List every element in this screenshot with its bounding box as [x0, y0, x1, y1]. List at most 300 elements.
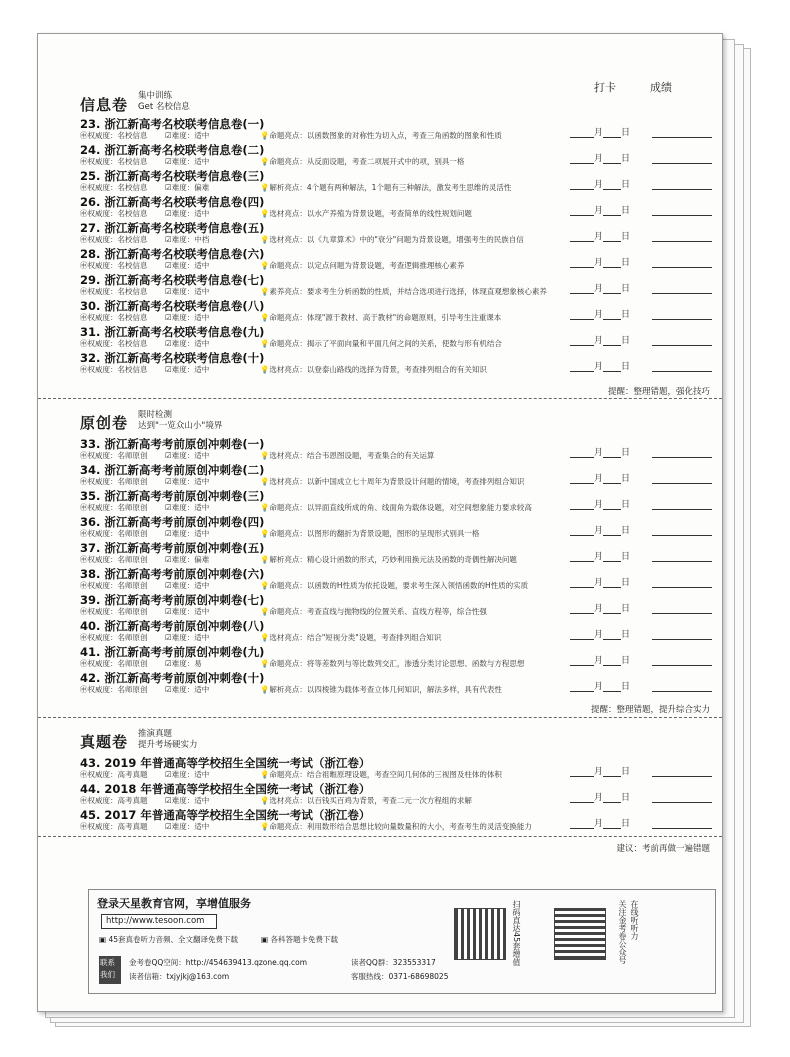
- month-label: 月: [594, 500, 604, 510]
- score-field[interactable]: [652, 336, 712, 346]
- difficulty-label: ☑难度：适中: [165, 477, 210, 486]
- score-field[interactable]: [652, 604, 712, 614]
- blank-line: [570, 128, 594, 138]
- footer-link-answer-text: 各科答题卡免费下载: [270, 935, 338, 944]
- day-label: 日: [621, 819, 631, 829]
- authority-label: ㊥权威度：名校信息: [80, 131, 148, 140]
- highlight-label: 💡素养亮点：要求考生分析函数的性质，并结合选项进行选择，体现直观想象核心素养: [260, 287, 547, 296]
- difficulty-label: ☑难度：适中: [165, 581, 210, 590]
- day-label: 日: [621, 682, 631, 692]
- highlight-label: 💡命题亮点：以异面直线所成的角、线面角为载体设题，对空间想象能力要求较高: [260, 503, 532, 512]
- blank-line: [603, 630, 621, 640]
- day-label: 日: [621, 284, 631, 294]
- score-field[interactable]: [652, 793, 712, 803]
- authority-label: ㊥权威度：名师原创: [80, 503, 148, 512]
- blank-line: [570, 578, 594, 588]
- paper-title: 35. 浙江新高考考前原创冲刺卷(三): [80, 489, 265, 503]
- blank-line: [570, 526, 594, 536]
- blank-line: [603, 604, 621, 614]
- check-date-field[interactable]: [570, 229, 712, 242]
- section-rows-info: [80, 115, 722, 375]
- highlight-label: 💡命题亮点：以函数的H性质为依托设题，要求考生深入领悟函数的H性质的实质: [260, 581, 529, 590]
- authority-label: ㊥权威度：名校信息: [80, 235, 148, 244]
- check-date-field[interactable]: [570, 549, 712, 562]
- blank-line: [570, 310, 594, 320]
- day-label: 日: [621, 656, 631, 666]
- highlight-label: 💡选材亮点：结合"短视分类"设题，考查排列组合知识: [260, 633, 442, 642]
- footer-url[interactable]: http://www.tesoon.com: [101, 914, 217, 929]
- score-field[interactable]: [652, 154, 712, 164]
- authority-label: ㊥权威度：名师原创: [80, 477, 148, 486]
- blank-line: [570, 448, 594, 458]
- paper-title: 38. 浙江新高考考前原创冲刺卷(六): [80, 567, 265, 581]
- month-label: 月: [594, 448, 604, 458]
- check-date-field[interactable]: [570, 575, 712, 588]
- difficulty-label: ☑难度：适中: [165, 633, 210, 642]
- day-label: 日: [621, 526, 631, 536]
- check-date-field[interactable]: [570, 255, 712, 268]
- section-sub2: 提升考场硬实力: [138, 740, 198, 750]
- blank-line: [570, 232, 594, 242]
- paper-title: 41. 浙江新高考考前原创冲刺卷(九): [80, 645, 265, 659]
- month-label: 月: [594, 767, 604, 777]
- paper-title: 32. 浙江新高考名校联考信息卷(十): [80, 351, 265, 365]
- paper-meta: [80, 260, 464, 271]
- footer-reader-qq: 读者QQ群：323553317: [351, 958, 436, 967]
- highlight-label: 💡命题亮点：以函数图象的对称性为切入点，考查三角函数的图象和性质: [260, 131, 502, 140]
- difficulty-label: ☑难度：适中: [165, 770, 210, 779]
- day-label: 日: [621, 448, 631, 458]
- score-field[interactable]: [652, 630, 712, 640]
- download-icon: ▣: [261, 935, 271, 944]
- score-field[interactable]: [652, 500, 712, 510]
- section-title-real: 真题卷: [80, 733, 129, 751]
- paper-title: 23. 浙江新高考名校联考信息卷(一): [80, 117, 265, 131]
- blank-line: [603, 793, 621, 803]
- blank-line: [570, 793, 594, 803]
- list-item: [80, 617, 722, 643]
- section-rows-original: [80, 435, 722, 695]
- blank-line: [603, 682, 621, 692]
- section-title-original: 原创卷: [80, 414, 129, 432]
- score-field[interactable]: [652, 474, 712, 484]
- list-item: [80, 513, 722, 539]
- check-date-field[interactable]: [570, 653, 712, 666]
- paper-meta: [80, 234, 524, 245]
- blank-line: [603, 128, 621, 138]
- authority-label: ㊥权威度：名校信息: [80, 365, 148, 374]
- footer-hotline: 客服热线：0371-68698025: [351, 972, 449, 981]
- score-field[interactable]: [652, 128, 712, 138]
- footer-box: [88, 889, 716, 994]
- blank-line: [570, 819, 594, 829]
- difficulty-label: ☑难度：适中: [165, 685, 210, 694]
- day-label: 日: [621, 793, 631, 803]
- blank-line: [603, 656, 621, 666]
- check-date-field[interactable]: [570, 816, 712, 829]
- day-label: 日: [621, 206, 631, 216]
- paper-meta: [80, 795, 472, 806]
- blank-line: [570, 656, 594, 666]
- blank-line: [603, 154, 621, 164]
- blank-line: [603, 336, 621, 346]
- score-field[interactable]: [652, 578, 712, 588]
- month-label: 月: [594, 336, 604, 346]
- check-date-field[interactable]: [570, 177, 712, 190]
- list-item: [80, 167, 722, 193]
- day-label: 日: [621, 232, 631, 242]
- day-label: 日: [621, 474, 631, 484]
- difficulty-label: ☑难度：适中: [165, 796, 210, 805]
- day-label: 日: [621, 258, 631, 268]
- authority-label: ㊥权威度：名师原创: [80, 451, 148, 460]
- check-date-field[interactable]: [570, 359, 712, 372]
- list-item: [80, 141, 722, 167]
- blank-line: [603, 448, 621, 458]
- paper-title: 30. 浙江新高考名校联考信息卷(八): [80, 299, 265, 313]
- paper-meta: [80, 338, 502, 349]
- list-item: [80, 435, 722, 461]
- contact-badge: 联系我们: [99, 956, 121, 984]
- check-date-field[interactable]: [570, 151, 712, 164]
- authority-label: ㊥权威度：名校信息: [80, 339, 148, 348]
- authority-label: ㊥权威度：名校信息: [80, 209, 148, 218]
- check-date-field[interactable]: [570, 764, 712, 777]
- month-label: 月: [594, 284, 604, 294]
- blank-line: [603, 819, 621, 829]
- highlight-label: 💡选材亮点：以登泰山路线的选择为背景，考查排列组合的有关知识: [260, 365, 487, 374]
- paper-meta: [80, 130, 502, 141]
- blank-line: [603, 500, 621, 510]
- blank-line: [603, 310, 621, 320]
- authority-label: ㊥权威度：名校信息: [80, 313, 148, 322]
- blank-line: [570, 552, 594, 562]
- footer-link-audio[interactable]: [99, 934, 238, 945]
- authority-label: ㊥权威度：名校信息: [80, 183, 148, 192]
- list-item: [80, 115, 722, 141]
- month-label: 月: [594, 604, 604, 614]
- difficulty-label: ☑难度：易: [165, 659, 202, 668]
- authority-label: ㊥权威度：名师原创: [80, 607, 148, 616]
- blank-line: [603, 362, 621, 372]
- blank-line: [603, 767, 621, 777]
- qr-code-icon[interactable]: [554, 908, 606, 960]
- blank-line: [570, 154, 594, 164]
- blank-line: [603, 284, 621, 294]
- paper-title: 27. 浙江新高考名校联考信息卷(五): [80, 221, 265, 235]
- highlight-label: 💡命题亮点：从反面设题，考查二项展开式中的项，别具一格: [260, 157, 465, 166]
- authority-label: ㊥权威度：名师原创: [80, 685, 148, 694]
- section-sub2: Get 名校信息: [138, 102, 190, 112]
- section-subtitle-original: [138, 410, 222, 432]
- section-subtitle-info: [138, 91, 190, 113]
- score-field[interactable]: [652, 656, 712, 666]
- score-field[interactable]: [652, 526, 712, 536]
- difficulty-label: ☑难度：偏难: [165, 183, 210, 192]
- paper-title: 44. 2018 年普通高等学校招生全国统一考试（浙江卷）: [80, 782, 371, 796]
- list-item: [80, 806, 722, 832]
- section-tip-original: 提醒：整理错题，提升综合实力: [590, 705, 710, 715]
- authority-label: ㊥权威度：高考真题: [80, 796, 148, 805]
- section-divider: [38, 836, 722, 837]
- authority-label: ㊥权威度：名师原创: [80, 659, 148, 668]
- difficulty-label: ☑难度：适中: [165, 209, 210, 218]
- month-label: 月: [594, 232, 604, 242]
- paper-meta: [80, 769, 502, 780]
- paper-title: 37. 浙江新高考考前原创冲刺卷(五): [80, 541, 265, 555]
- paper-meta: [80, 182, 511, 193]
- paper-title: 39. 浙江新高考考前原创冲刺卷(七): [80, 593, 265, 607]
- paper-title: 33. 浙江新高考考前原创冲刺卷(一): [80, 437, 265, 451]
- paper-meta: [80, 821, 532, 832]
- paper-title: 42. 浙江新高考考前原创冲刺卷(十): [80, 671, 265, 685]
- score-field[interactable]: [652, 682, 712, 692]
- document-page: [37, 33, 723, 1012]
- list-item: [80, 461, 722, 487]
- highlight-label: 💡解析亮点：精心设计函数的形式，巧妙利用换元法及函数的奇偶性解决问题: [260, 555, 517, 564]
- day-label: 日: [621, 310, 631, 320]
- list-item: [80, 565, 722, 591]
- check-date-field[interactable]: [570, 333, 712, 346]
- blank-line: [570, 474, 594, 484]
- difficulty-label: ☑难度：适中: [165, 451, 210, 460]
- highlight-label: 💡命题亮点：揭示了平面向量和平面几何之间的关系，使数与形有机结合: [260, 339, 502, 348]
- list-item: [80, 591, 722, 617]
- highlight-label: 💡选材亮点：结合韦恩图设题，考查集合的有关运算: [260, 451, 435, 460]
- blank-line: [570, 206, 594, 216]
- authority-label: ㊥权威度：名校信息: [80, 287, 148, 296]
- list-item: [80, 487, 722, 513]
- blank-line: [603, 180, 621, 190]
- footer-title: 登录天星教育官网，享增值服务: [97, 897, 251, 910]
- score-field[interactable]: [652, 362, 712, 372]
- paper-meta: [80, 528, 479, 539]
- authority-label: ㊥权威度：高考真题: [80, 822, 148, 831]
- blank-line: [570, 336, 594, 346]
- list-item: [80, 539, 722, 565]
- section-sub2: 达到"一览众山小"境界: [138, 421, 223, 431]
- difficulty-label: ☑难度：偏难: [165, 555, 210, 564]
- highlight-label: 💡选材亮点：以水产养殖为背景设题，考查简单的线性规划问题: [260, 209, 472, 218]
- blank-line: [570, 500, 594, 510]
- month-label: 月: [594, 310, 604, 320]
- check-date-field[interactable]: [570, 679, 712, 692]
- month-label: 月: [594, 474, 604, 484]
- score-field[interactable]: [652, 310, 712, 320]
- month-label: 月: [594, 526, 604, 536]
- check-date-field[interactable]: [570, 281, 712, 294]
- footer-email: 读者信箱：txjyjkj@163.com: [129, 972, 230, 981]
- list-item: [80, 271, 722, 297]
- section-rows-real: [80, 754, 722, 832]
- list-item: [80, 349, 722, 375]
- highlight-label: 💡选材亮点：以百钱买百鸡为背景，考查二元一次方程组的求解: [260, 796, 472, 805]
- check-date-field[interactable]: [570, 203, 712, 216]
- paper-meta: [80, 684, 502, 695]
- day-label: 日: [621, 767, 631, 777]
- footer-link-audio-text: 45套真卷听力音频、全文翻译免费下载: [108, 935, 239, 944]
- day-label: 日: [621, 604, 631, 614]
- authority-label: ㊥权威度：名校信息: [80, 261, 148, 270]
- difficulty-label: ☑难度：中档: [165, 235, 210, 244]
- blank-line: [603, 474, 621, 484]
- day-label: 日: [621, 336, 631, 346]
- paper-title: 31. 浙江新高考名校联考信息卷(九): [80, 325, 265, 339]
- day-label: 日: [621, 578, 631, 588]
- difficulty-label: ☑难度：适中: [165, 529, 210, 538]
- list-item: [80, 754, 722, 780]
- download-icon: ▣: [99, 935, 109, 944]
- score-field[interactable]: [652, 284, 712, 294]
- paper-title: 29. 浙江新高考名校联考信息卷(七): [80, 273, 265, 287]
- blank-line: [570, 682, 594, 692]
- section-divider: [38, 398, 722, 399]
- day-label: 日: [621, 552, 631, 562]
- score-field[interactable]: [652, 767, 712, 777]
- blank-line: [570, 284, 594, 294]
- list-item: [80, 219, 722, 245]
- qr-code-icon[interactable]: [454, 908, 506, 960]
- authority-label: ㊥权威度：名师原创: [80, 581, 148, 590]
- paper-meta: [80, 476, 524, 487]
- difficulty-label: ☑难度：适中: [165, 822, 210, 831]
- month-label: 月: [594, 180, 604, 190]
- paper-title: 25. 浙江新高考名校联考信息卷(三): [80, 169, 265, 183]
- paper-meta: [80, 312, 501, 323]
- paper-meta: [80, 156, 464, 167]
- paper-meta: [80, 502, 532, 513]
- footer-qq-space: 金考卷QQ空间：http://454639413.qzone.qq.com: [129, 958, 308, 967]
- blank-line: [570, 180, 594, 190]
- paper-meta: [80, 450, 434, 461]
- check-date-field[interactable]: [570, 125, 712, 138]
- list-item: [80, 323, 722, 349]
- month-label: 月: [594, 819, 604, 829]
- section-divider: [38, 717, 722, 718]
- paper-meta: [80, 554, 517, 565]
- paper-title: 34. 浙江新高考考前原创冲刺卷(二): [80, 463, 265, 477]
- highlight-label: 💡命题亮点：结合祖暅原理设题，考查空间几何体的三视图及柱体的体积: [260, 770, 502, 779]
- blank-line: [570, 362, 594, 372]
- score-field[interactable]: [652, 552, 712, 562]
- paper-title: 43. 2019 年普通高等学校招生全国统一考试（浙江卷）: [80, 756, 371, 770]
- check-header: 打卡: [594, 81, 616, 94]
- blank-line: [570, 258, 594, 268]
- list-item: [80, 780, 722, 806]
- blank-line: [603, 552, 621, 562]
- paper-title: 36. 浙江新高考考前原创冲刺卷(四): [80, 515, 265, 529]
- month-label: 月: [594, 630, 604, 640]
- month-label: 月: [594, 258, 604, 268]
- blank-line: [570, 767, 594, 777]
- paper-meta: [80, 286, 547, 297]
- check-date-field[interactable]: [570, 790, 712, 803]
- section-subtitle-real: [138, 729, 198, 751]
- section-tip-real: 建议：考前再做一遍错题: [616, 844, 710, 854]
- month-label: 月: [594, 578, 604, 588]
- authority-label: ㊥权威度：高考真题: [80, 770, 148, 779]
- check-date-field[interactable]: [570, 523, 712, 536]
- highlight-label: 💡解析亮点：以四棱锥为载体考查立体几何知识，解法多样，具有代表性: [260, 685, 502, 694]
- authority-label: ㊥权威度：名师原创: [80, 529, 148, 538]
- check-date-field[interactable]: [570, 445, 712, 458]
- check-date-field[interactable]: [570, 601, 712, 614]
- day-label: 日: [621, 630, 631, 640]
- score-header: 成绩: [650, 81, 672, 94]
- authority-label: ㊥权威度：名校信息: [80, 157, 148, 166]
- blank-line: [570, 630, 594, 640]
- score-field[interactable]: [652, 206, 712, 216]
- highlight-label: 💡命题亮点：以图形的翻折为背景设题，图形的呈现形式别具一格: [260, 529, 480, 538]
- section-sub1: 推演真题: [138, 729, 173, 739]
- highlight-label: 💡命题亮点：考查直线与抛物线的位置关系、直线方程等，综合性强: [260, 607, 487, 616]
- highlight-label: 💡命题亮点：以定点问题为背景设题，考查逻辑推理核心素养: [260, 261, 465, 270]
- difficulty-label: ☑难度：适中: [165, 339, 210, 348]
- paper-title: 26. 浙江新高考名校联考信息卷(四): [80, 195, 265, 209]
- difficulty-label: ☑难度：适中: [165, 313, 210, 322]
- day-label: 日: [621, 500, 631, 510]
- difficulty-label: ☑难度：适中: [165, 287, 210, 296]
- qr-caption-3: 在线听听力: [630, 900, 639, 940]
- day-label: 日: [621, 154, 631, 164]
- paper-meta: [80, 606, 487, 617]
- list-item: [80, 643, 722, 669]
- list-item: [80, 297, 722, 323]
- month-label: 月: [594, 656, 604, 666]
- check-date-field[interactable]: [570, 627, 712, 640]
- section-sub1: 限时检测: [138, 410, 173, 420]
- difficulty-label: ☑难度：适中: [165, 365, 210, 374]
- list-item: [80, 245, 722, 271]
- highlight-label: 💡选材亮点：以新中国成立七十周年为背景设计问题的情境，考查排列组合知识: [260, 477, 525, 486]
- paper-title: 40. 浙江新高考考前原创冲刺卷(八): [80, 619, 265, 633]
- paper-meta: [80, 658, 524, 669]
- check-date-field[interactable]: [570, 471, 712, 484]
- blank-line: [603, 206, 621, 216]
- blank-line: [603, 232, 621, 242]
- score-field[interactable]: [652, 180, 712, 190]
- score-field[interactable]: [652, 232, 712, 242]
- blank-line: [603, 526, 621, 536]
- month-label: 月: [594, 682, 604, 692]
- highlight-label: 💡选材亮点：以《九章算术》中的"衰分"问题为背景设题，增强考生的民族自信: [260, 235, 524, 244]
- day-label: 日: [621, 362, 631, 372]
- score-field[interactable]: [652, 258, 712, 268]
- score-field[interactable]: [652, 819, 712, 829]
- check-date-field[interactable]: [570, 497, 712, 510]
- check-date-field[interactable]: [570, 307, 712, 320]
- paper-meta: [80, 364, 487, 375]
- blank-line: [570, 604, 594, 614]
- day-label: 日: [621, 180, 631, 190]
- section-title-info: 信息卷: [80, 96, 129, 114]
- highlight-label: 💡命题亮点：利用数形结合思想比较向量数量积的大小，考查考生的灵活变换能力: [260, 822, 532, 831]
- authority-label: ㊥权威度：名师原创: [80, 555, 148, 564]
- month-label: 月: [594, 206, 604, 216]
- difficulty-label: ☑难度：适中: [165, 157, 210, 166]
- qr-caption-1: 扫码直达45套增值: [512, 900, 521, 967]
- paper-title: 28. 浙江新高考名校联考信息卷(六): [80, 247, 265, 261]
- highlight-label: 💡命题亮点：将等差数列与等比数列交汇，渗透分类讨论思想、函数与方程思想: [260, 659, 525, 668]
- footer-link-answer[interactable]: [261, 934, 338, 945]
- difficulty-label: ☑难度：适中: [165, 607, 210, 616]
- section-tip-info: 提醒：整理错题，强化技巧: [607, 387, 710, 397]
- difficulty-label: ☑难度：适中: [165, 131, 210, 140]
- highlight-label: 💡命题亮点：体现"源于教材、高于教材"的命题原则，引导考生注重课本: [260, 313, 502, 322]
- day-label: 日: [621, 128, 631, 138]
- month-label: 月: [594, 793, 604, 803]
- score-field[interactable]: [652, 448, 712, 458]
